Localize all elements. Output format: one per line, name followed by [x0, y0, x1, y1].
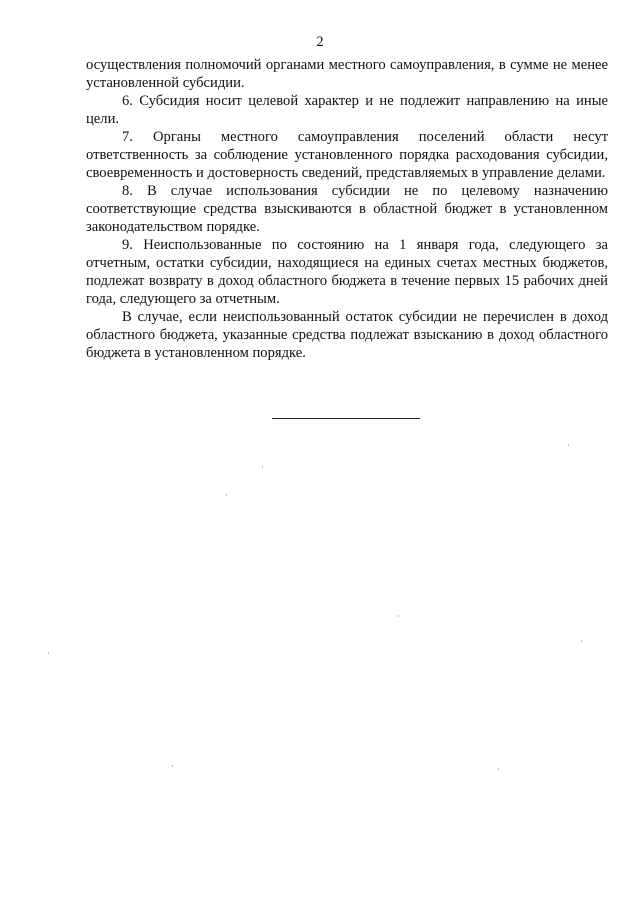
- end-separator-line: [272, 418, 420, 419]
- paragraph-continuation: осуществления полномочий органами местного самоуправления, в сумме не менее установленной субсидии.: [86, 57, 608, 91]
- paragraph-item-9: 9. Неиспользованные по состоянию на 1 января года, следующего за отчетным, остатки субсидии, находящиеся на единых счетах местных бюджетов, подлежат возврату в доход областного бюджета в течение первых 15 рабочих дней года, следующего за отчетным.: [86, 237, 608, 307]
- paragraph-item-7: 7. Органы местного самоуправления поселений области несут ответственность за соблюдение установленного порядка расходования субсидии, своевременность и достоверность сведений, представляемых в управление делами.: [86, 129, 608, 181]
- page-number: 2: [316, 34, 324, 50]
- scan-speck: [48, 652, 49, 654]
- paragraph-unreturned-balance: В случае, если неиспользованный остаток субсидии не перечислен в доход областного бюджета, указанные средства подлежат взысканию в доход областного бюджета в установленном порядке.: [86, 309, 608, 361]
- scan-speck: [581, 640, 582, 642]
- document-body: [86, 56, 608, 362]
- paragraph-item-6: 6. Субсидия носит целевой характер и не подлежит направлению на иные цели.: [86, 93, 608, 127]
- scan-speck: [172, 765, 173, 767]
- scan-speck: [568, 444, 569, 446]
- scan-speck: [498, 768, 499, 770]
- scan-speck: [226, 494, 227, 496]
- scan-speck: [262, 466, 263, 468]
- paragraph-item-8: 8. В случае использования субсидии не по целевому назначению соответствующие средства взыскиваются в областной бюджет в установленном законодательством порядке.: [86, 183, 608, 235]
- scan-speck: [398, 615, 399, 617]
